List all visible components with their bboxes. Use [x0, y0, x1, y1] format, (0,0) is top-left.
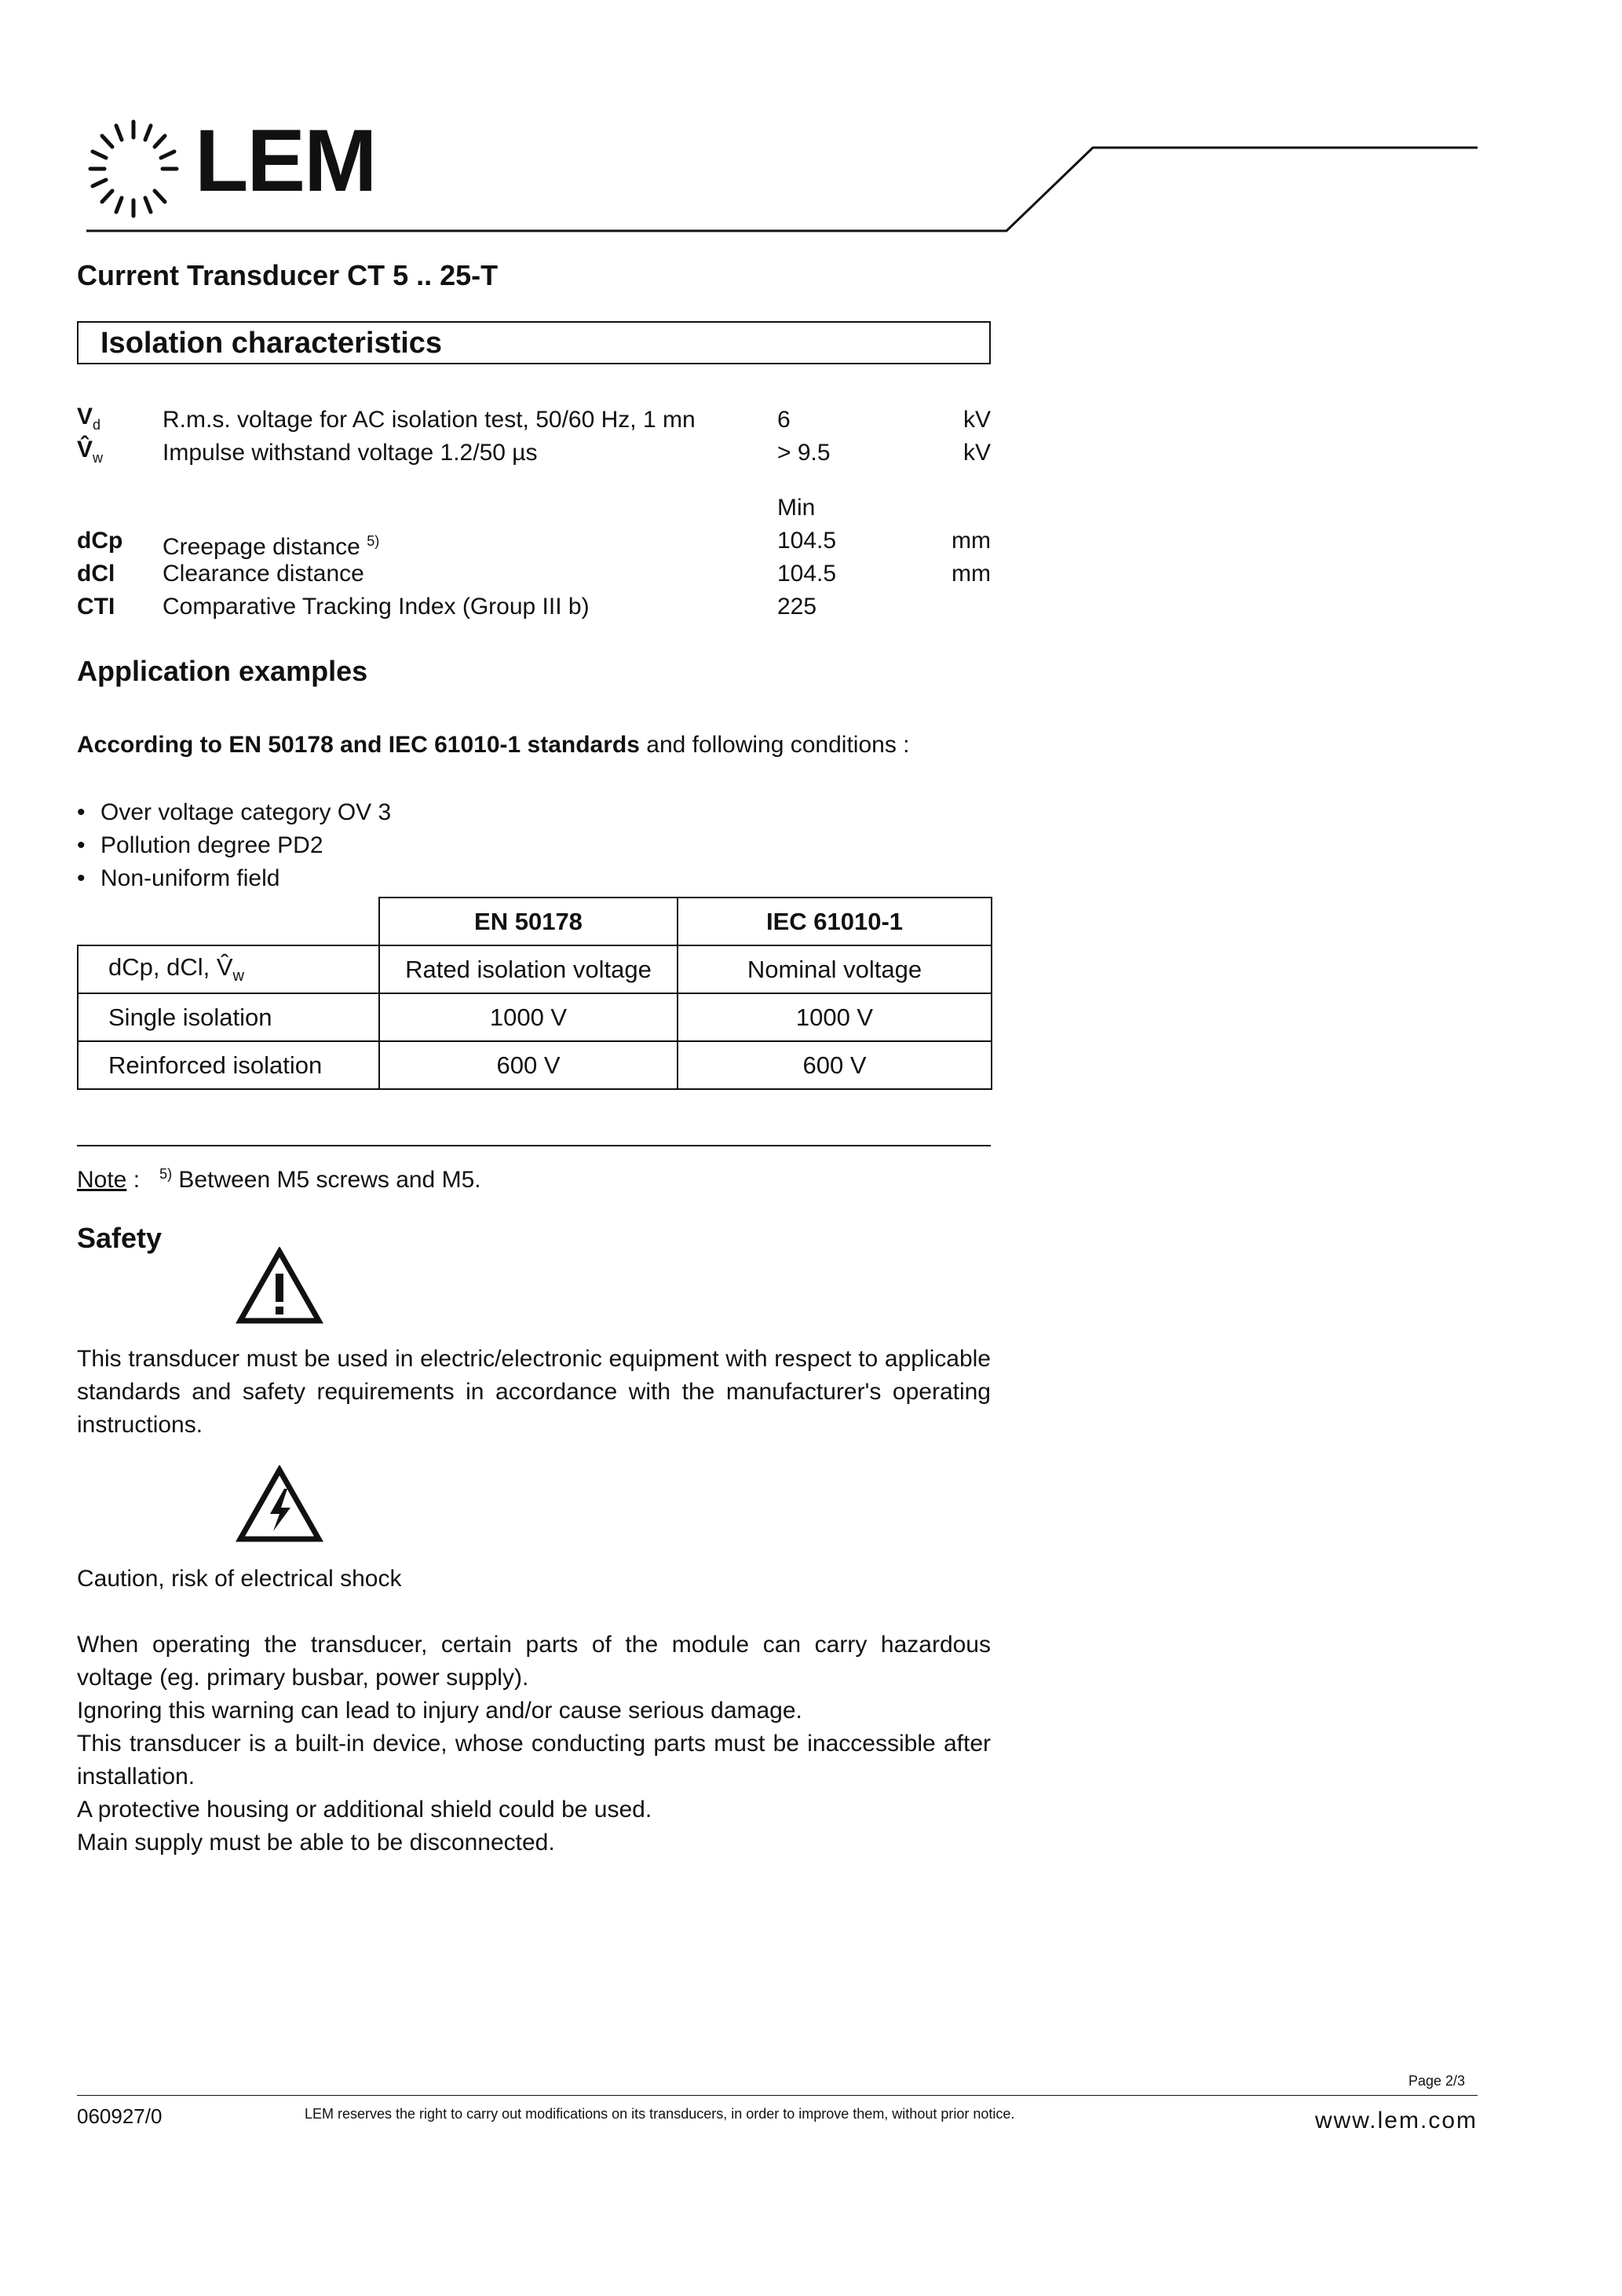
conditions-list	[77, 796, 391, 895]
spec-symbol-vw: $V̂_w$	[77, 437, 104, 466]
caution-text: Caution, risk of electrical shock	[77, 1566, 402, 1592]
application-heading: Application examples	[77, 655, 368, 687]
spec-desc-vd: R.m.s. voltage for AC isolation test, 50/60 Hz, 1 mn	[163, 407, 696, 433]
spec-symbol-dcp: dCp	[77, 528, 123, 554]
safety-line: This transducer is a built-in device, whose conducting parts must be inaccessible after installation.	[77, 1731, 991, 1790]
table-cell: Reinforced isolation	[78, 1041, 379, 1089]
spec-value-vd: 6	[777, 407, 791, 433]
standards-table	[77, 897, 992, 1090]
table-cell: 600 V	[379, 1041, 678, 1089]
spec-desc-vw: Impulse withstand voltage 1.2/50 µs	[163, 440, 538, 466]
list-item: • Pollution degree PD2	[77, 829, 391, 862]
safety-line: When operating the transducer, certain parts of the module can carry hazardous voltage (eg. primary busbar, power supply).	[77, 1632, 991, 1691]
brand-logo-text: LEM	[195, 112, 376, 210]
header-rule	[0, 0, 1622, 251]
note-divider	[77, 1145, 991, 1146]
table-cell	[78, 898, 379, 945]
spec-value-dcp: 104.5	[777, 528, 837, 554]
application-intro: According to EN 50178 and IEC 61010-1 standards and following conditions :	[77, 732, 910, 758]
spec-value-dcl: 104.5	[777, 561, 837, 587]
website-link[interactable]: www.lem.com	[1314, 2108, 1478, 2133]
table-cell: Single isolation	[78, 993, 379, 1041]
footnote: Note : $^{5)}$ Between M5 screws and M5.	[77, 1166, 481, 1193]
table-cell: 600 V	[678, 1041, 992, 1089]
spec-value-vw: > 9.5	[777, 440, 831, 466]
table-header-en50178: EN 50178	[379, 898, 678, 945]
table-cell: Nominal voltage	[678, 945, 992, 993]
safety-heading: Safety	[77, 1222, 163, 1254]
spec-value-cti: 225	[777, 594, 817, 620]
table-cell: Rated isolation voltage	[379, 945, 678, 993]
footer-rule	[77, 2095, 1478, 2096]
spec-unit-vw: kV	[963, 440, 991, 466]
isolation-heading: Isolation characteristics	[100, 327, 443, 360]
document-code: 060927/0	[77, 2104, 163, 2128]
table-row	[78, 1041, 992, 1089]
list-item: • Non-uniform field	[77, 862, 391, 895]
spec-symbol-vd: $V_d$	[77, 404, 101, 433]
safety-paragraph-1: This transducer must be used in electric/electronic equipment with respect to applicable standards and safety requirements in accordance with the manufacturer's operating instructions.	[77, 1346, 991, 1438]
footer-disclaimer: LEM reserves the right to carry out modifications on its transducers, in order to improve them, without prior notice.	[305, 2106, 1015, 2122]
spec-unit-vd: kV	[963, 407, 991, 433]
spec-symbol-cti: CTI	[77, 594, 115, 620]
min-column-label: Min	[777, 495, 816, 521]
table-cell: dCp, dCl, $V̂_w$	[78, 945, 379, 993]
spec-desc-dcp: Creepage distance $^{5)}$	[163, 533, 380, 560]
safety-line: Ignoring this warning can lead to injury and/or cause serious damage.	[77, 1698, 802, 1724]
safety-paragraph-2	[77, 1629, 991, 1859]
page-number: Page 2/3	[1408, 2073, 1466, 2089]
isolation-section-header	[77, 321, 991, 364]
table-header-row	[78, 898, 992, 945]
table-row	[78, 993, 992, 1041]
spec-desc-dcl: Clearance distance	[163, 561, 364, 587]
safety-line: A protective housing or additional shield could be used.	[77, 1797, 652, 1823]
list-item: • Over voltage category OV 3	[77, 796, 391, 829]
warning-triangle-icon	[236, 1247, 323, 1325]
spec-unit-dcp: mm	[952, 528, 991, 554]
spec-desc-cti: Comparative Tracking Index (Group III b)	[163, 594, 590, 620]
safety-line: Main supply must be able to be disconnected.	[77, 1830, 555, 1855]
table-header-iec61010: IEC 61010-1	[678, 898, 992, 945]
document-title: Current Transducer CT 5 .. 25-T	[77, 259, 499, 291]
table-row	[78, 945, 992, 993]
table-cell: 1000 V	[379, 993, 678, 1041]
table-cell: 1000 V	[678, 993, 992, 1041]
spec-unit-dcl: mm	[952, 561, 991, 587]
spec-symbol-dcl: dCl	[77, 561, 115, 587]
electrical-hazard-icon	[236, 1465, 323, 1544]
